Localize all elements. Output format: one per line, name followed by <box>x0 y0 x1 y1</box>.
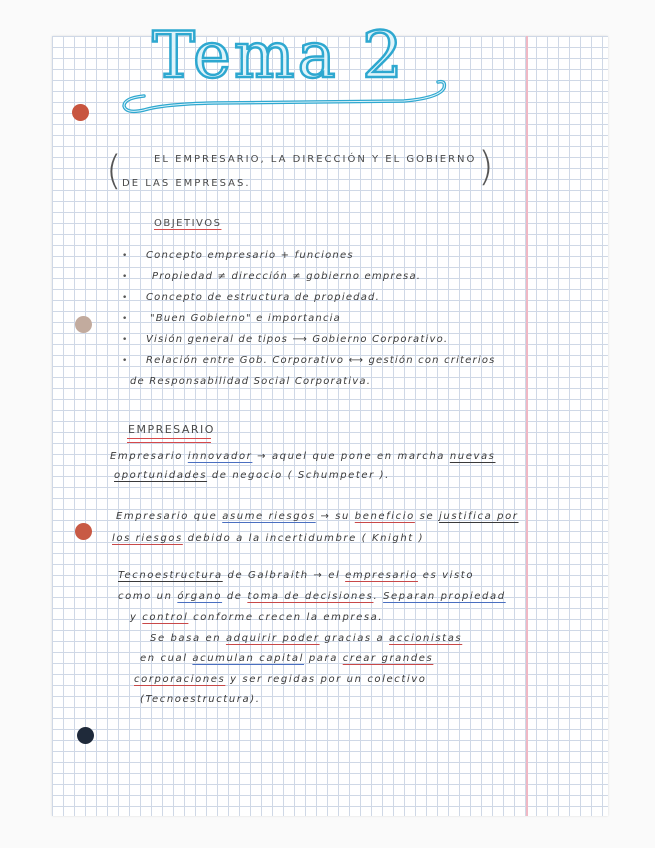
paragraph-galbraith-line-1: Tecnoestructura de Galbraith → el empresario es visto <box>118 570 475 581</box>
title-block <box>104 14 454 114</box>
objective-item-3: Concepto de estructura de propiedad. <box>146 292 380 303</box>
bullet-6: • <box>122 356 128 366</box>
bullet-5: • <box>122 335 128 345</box>
paragraph-knight-line-1: Empresario que asume riesgos → su beneficio se justifica por <box>116 511 519 522</box>
bullet-4: • <box>122 314 128 324</box>
objective-item-4: "Buen Gobierno" e importancia <box>150 313 341 324</box>
subtitle-line-2: DE LAS EMPRESAS. <box>122 178 251 189</box>
paragraph-knight-line-2: los riesgos debido a la incertidumbre ( Knight ) <box>112 533 425 544</box>
section-heading-underline-1 <box>127 438 211 439</box>
objective-item-6-continuation: de Responsabilidad Social Corporativa. <box>130 376 372 387</box>
bullet-3: • <box>122 293 128 303</box>
bullet-2: • <box>122 272 128 282</box>
subtitle-bracket-left: ( <box>106 148 122 194</box>
subtitle-bracket-right: ) <box>478 144 494 190</box>
subtitle-line-1: EL EMPRESARIO, LA DIRECCIÓN Y EL GOBIERNO <box>154 154 477 165</box>
objective-item-6: Relación entre Gob. Corporativo ⟷ gestión con criterios <box>146 355 496 366</box>
objective-item-5: Visión general de tipos ⟶ Gobierno Corporativo. <box>146 334 449 345</box>
objective-item-2: Propiedad ≠ dirección ≠ gobierno empresa. <box>152 271 422 282</box>
page-title: Tema 2 <box>152 19 406 93</box>
objectives-heading: OBJETIVOS <box>154 218 222 229</box>
bullet-1: • <box>122 251 128 261</box>
section-heading-underline-2 <box>127 442 211 443</box>
paragraph-galbraith-line-2: como un órgano de toma de decisiones. Separan propiedad <box>118 591 506 602</box>
paragraph-galbraith-line-6: corporaciones y ser regidas por un colectivo <box>134 674 427 685</box>
binder-hole-4 <box>77 727 94 744</box>
paragraph-galbraith-line-7: (Tecnoestructura). <box>140 694 261 705</box>
objective-item-1: Concepto empresario + funciones <box>146 250 354 261</box>
paragraph-galbraith-line-4: Se basa en adquirir poder gracias a accionistas <box>150 633 463 644</box>
margin-line <box>526 36 528 816</box>
paragraph-galbraith-line-3: y control conforme crecen la empresa. <box>130 612 384 623</box>
paragraph-galbraith-line-5: en cual acumulan capital para crear grandes <box>140 653 434 664</box>
binder-hole-3 <box>75 523 92 540</box>
section-heading-empresario: EMPRESARIO <box>128 423 215 436</box>
title-flourish <box>104 76 454 116</box>
paragraph-schumpeter-line-1: Empresario innovador → aquel que pone en marcha nuevas <box>110 451 496 462</box>
paragraph-schumpeter-line-2: oportunidades de negocio ( Schumpeter ). <box>114 470 390 481</box>
binder-hole-1 <box>72 104 89 121</box>
binder-hole-2 <box>75 316 92 333</box>
